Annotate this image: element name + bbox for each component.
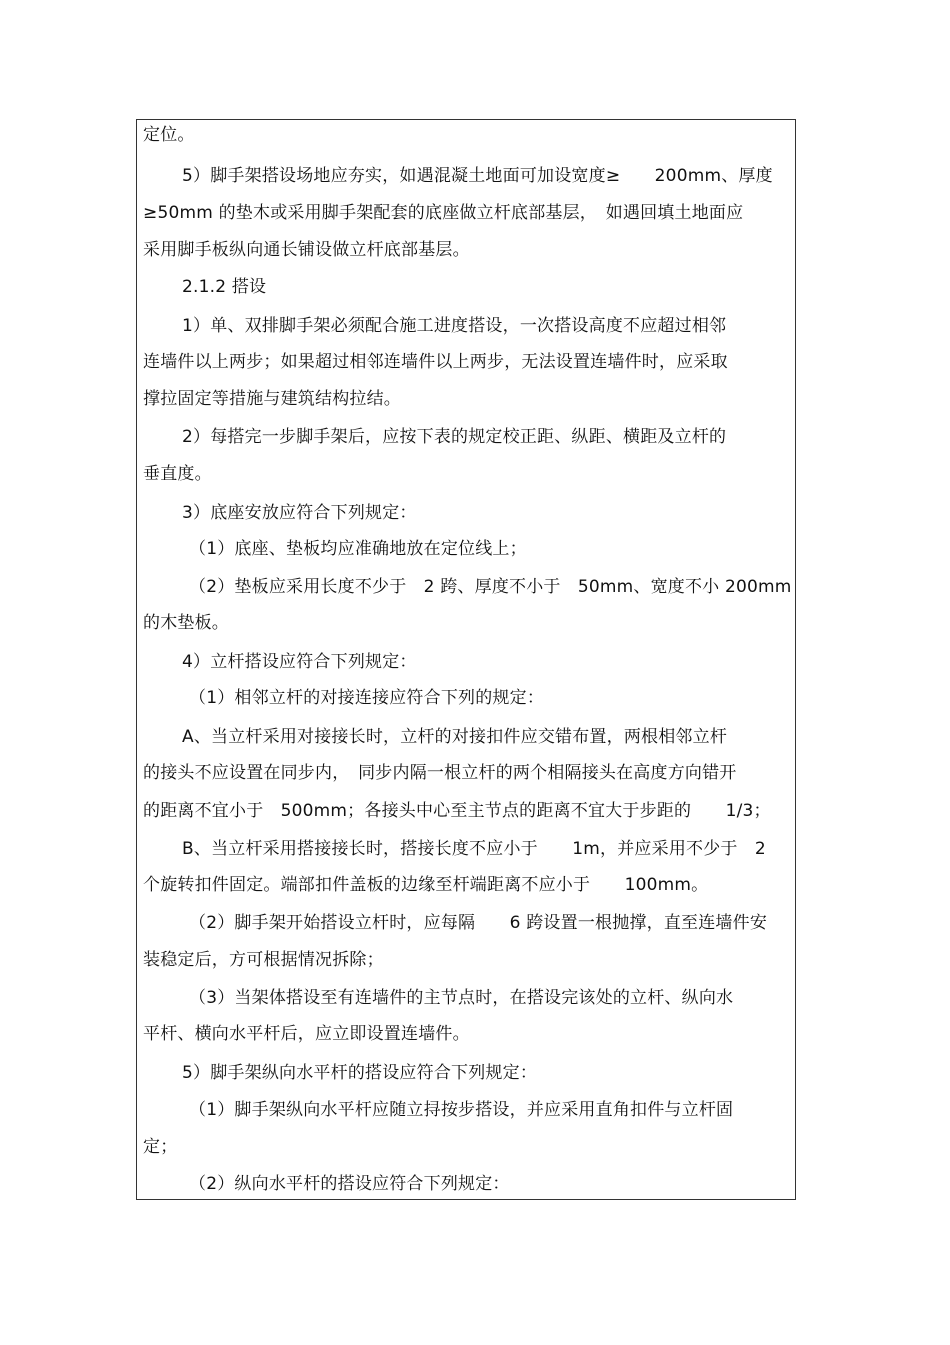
text-line: 装稳定后，方可根据情况拆除； (143, 950, 384, 970)
text-line: 撑拉固定等措施与建筑结构拉结。 (143, 389, 401, 409)
text-line: B、当立杆采用搭接接长时，搭接长度不应小于 1m，并应采用不少于 2 (182, 839, 766, 859)
text-line: 的木垫板。 (143, 613, 229, 633)
text-line: 个旋转扣件固定。端部扣件盖板的边缘至杆端距离不应小于 100mm。 (143, 875, 709, 895)
text-line: A、当立杆采用对接接长时，立杆的对接扣件应交错布置，两根相邻立杆 (182, 727, 728, 747)
text-line: （2）纵向水平杆的搭设应符合下列规定： (189, 1174, 510, 1194)
text-line: 3）底座安放应符合下列规定： (182, 503, 417, 523)
section-heading: 2.1.2 搭设 (182, 277, 267, 297)
text-line: 的接头不应设置在同步内， 同步内隔一根立杆的两个相隔接头在高度方向错开 (143, 763, 737, 783)
text-line: 采用脚手板纵向通长铺设做立杆底部基层。 (143, 240, 470, 260)
text-line: 定位。 (143, 125, 195, 145)
text-line: 2）每搭完一步脚手架后，应按下表的规定校正距、纵距、横距及立杆的 (182, 427, 727, 447)
text-line: （1）相邻立杆的对接连接应符合下列的规定： (189, 688, 545, 708)
text-line: 5）脚手架搭设场地应夯实，如遇混凝土地面可加设宽度≥ 200mm、厚度 (182, 166, 773, 186)
text-line: （2）脚手架开始搭设立杆时，应每隔 6 跨设置一根抛撑，直至连墙件安 (189, 913, 768, 933)
text-line: 1）单、双排脚手架必须配合施工进度搭设，一次搭设高度不应超过相邻 (182, 316, 727, 336)
text-line: 定； (143, 1137, 178, 1157)
text-line: 的距离不宜小于 500mm；各接头中心至主节点的距离不宜大于步距的 1/3； (143, 801, 771, 821)
text-line: 平杆、横向水平杆后，应立即设置连墙件。 (143, 1024, 470, 1044)
text-line: （1）底座、垫板均应准确地放在定位线上； (189, 539, 527, 559)
text-line: ≥50mm 的垫木或采用脚手架配套的底座做立杆底部基层， 如遇回填土地面应 (143, 203, 744, 223)
text-line: （2）垫板应采用长度不少于 2 跨、厚度不小于 50mm、宽度不小 200mm (189, 577, 792, 597)
text-line: 垂直度。 (143, 464, 212, 484)
text-line: （3）当架体搭设至有连墙件的主节点时，在搭设完该处的立杆、纵向水 (189, 988, 734, 1008)
text-line: 4）立杆搭设应符合下列规定： (182, 652, 417, 672)
document-frame (136, 119, 796, 1200)
text-line: 5）脚手架纵向水平杆的搭设应符合下列规定： (182, 1063, 538, 1083)
text-line: 连墙件以上两步；如果超过相邻连墙件以上两步，无法设置连墙件时，应采取 (143, 352, 728, 372)
text-line: （1）脚手架纵向水平杆应随立挦按步搭设，并应采用直角扣件与立杆固 (189, 1100, 734, 1120)
